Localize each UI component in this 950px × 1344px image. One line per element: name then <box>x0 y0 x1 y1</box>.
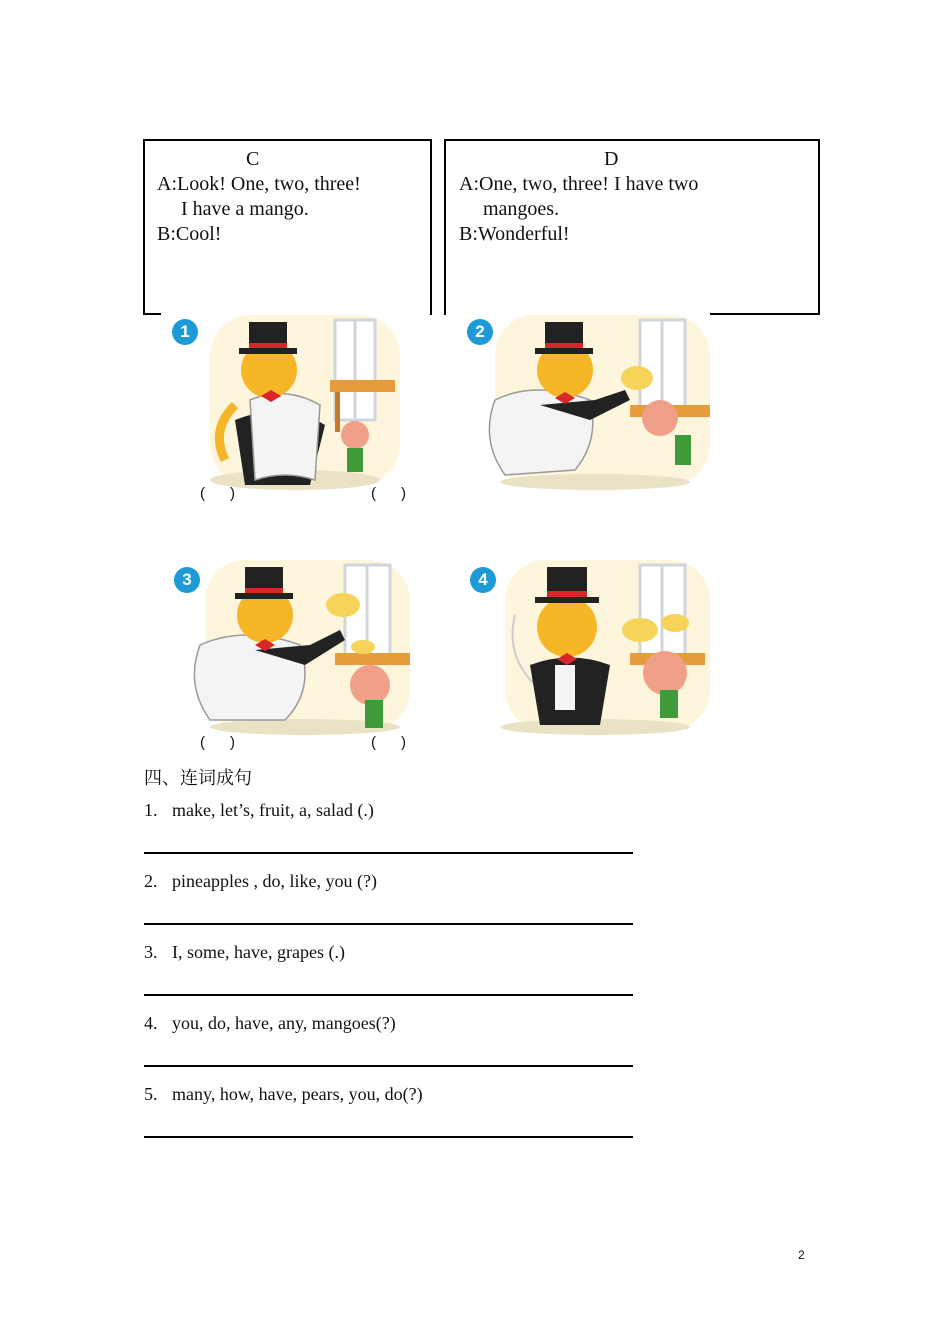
question-3 <box>144 942 345 963</box>
answer-bracket-4[interactable]: ( ) <box>371 734 406 751</box>
picture-3 <box>165 555 415 735</box>
dialog-box-c <box>143 139 432 315</box>
picture-badge: 1 <box>172 319 198 345</box>
answer-line-3[interactable] <box>144 994 633 996</box>
answer-line-1[interactable] <box>144 852 633 854</box>
picture-badge: 2 <box>467 319 493 345</box>
answer-bracket-1[interactable]: ( ) <box>200 485 235 502</box>
picture-badge: 3 <box>174 567 200 593</box>
question-4 <box>144 1013 396 1034</box>
answer-line-4[interactable] <box>144 1065 633 1067</box>
question-number: 4. <box>144 1013 158 1033</box>
question-text: pineapples , do, like, you (?) <box>172 871 377 891</box>
box-d-line-1: A:One, two, three! I have two <box>459 173 699 195</box>
question-number: 5. <box>144 1084 158 1104</box>
box-d-line-2: mangoes. <box>483 198 560 220</box>
question-number: 2. <box>144 871 158 891</box>
section-title: 四、连词成句 <box>144 768 252 789</box>
box-c-line-2: I have a mango. <box>181 198 309 220</box>
box-d-line-3: B:Wonderful! <box>459 223 570 245</box>
question-text: many, how, have, pears, you, do(?) <box>172 1084 423 1104</box>
answer-bracket-3[interactable]: ( ) <box>200 734 235 751</box>
answer-bracket-2[interactable]: ( ) <box>371 485 406 502</box>
question-number: 1. <box>144 800 158 820</box>
question-text: make, let’s, fruit, a, salad (.) <box>172 800 374 820</box>
box-letter-d: D <box>604 148 619 170</box>
box-c-bottom-border <box>143 313 161 315</box>
dialog-box-d <box>444 139 820 315</box>
picture-badge: 4 <box>470 567 496 593</box>
question-5 <box>144 1084 423 1105</box>
box-d-bottom-border <box>710 313 820 315</box>
answer-line-5[interactable] <box>144 1136 633 1138</box>
picture-4 <box>455 555 715 735</box>
picture-1 <box>165 310 405 490</box>
box-c-line-3: B:Cool! <box>157 223 222 245</box>
question-2 <box>144 871 377 892</box>
answer-line-2[interactable] <box>144 923 633 925</box>
box-c-line-1: A:Look! One, two, three! <box>157 173 361 195</box>
question-text: I, some, have, grapes (.) <box>172 942 345 962</box>
picture-2 <box>455 310 715 490</box>
box-letter-c: C <box>246 148 260 170</box>
page-number: 2 <box>798 1248 805 1262</box>
question-text: you, do, have, any, mangoes(?) <box>172 1013 396 1033</box>
question-1 <box>144 800 374 821</box>
question-number: 3. <box>144 942 158 962</box>
